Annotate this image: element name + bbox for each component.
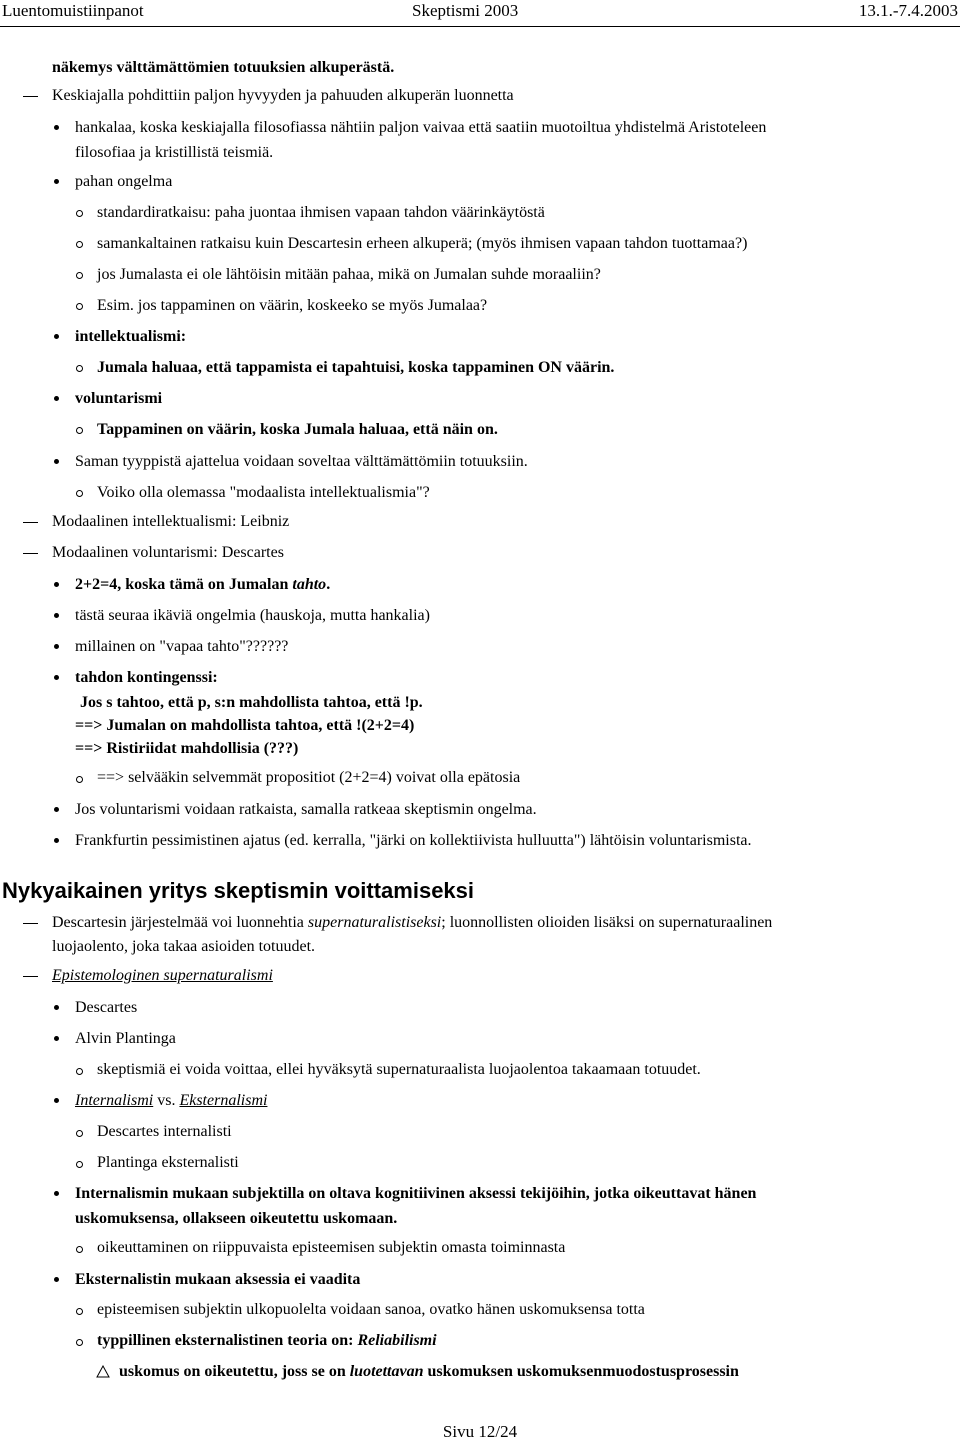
text-line: tästä seuraa ikäviä ongelmia (hauskoja, mutta hankalia) <box>75 607 430 624</box>
bullet-marker <box>54 1005 59 1010</box>
text-line: filosofiaa ja kristillistä teismiä. <box>75 144 274 161</box>
circle-marker <box>76 427 83 434</box>
text-line: Esim. jos tappaminen on väärin, koskeeko se myös Jumalaa? <box>97 297 488 314</box>
bullet-marker <box>54 1277 59 1282</box>
text-line: samankaltainen ratkaisu kuin Descartesin erheen alkuperä; (myös ihmisen vapaan tahdon tuottamaa?) <box>97 235 748 252</box>
text-line: Jos voluntarismi voidaan ratkaista, samalla ratkeaa skeptismin ongelma. <box>75 801 537 818</box>
circle-marker <box>76 365 83 372</box>
text-span: 2+2=4, koska tämä on Jumalan <box>75 576 293 593</box>
text-line: pahan ongelma <box>75 173 173 190</box>
text-line: ==> selvääkin selvemmät propositiot (2+2=4) voivat olla epätosia <box>97 769 521 786</box>
circle-marker <box>76 303 83 310</box>
circle-marker <box>76 1068 83 1075</box>
text-line: Jos s tahtoo, että p, s:n mahdollista tahtoa, että !p. <box>80 694 423 711</box>
dash-marker <box>23 553 38 554</box>
text-line: Descartes internalisti <box>97 1123 232 1140</box>
header-right: 13.1.-7.4.2003 <box>858 1 958 20</box>
text-line: Frankfurtin pessimistinen ajatus (ed. kerralla, "järki on kollektiivista hulluutta") lähtöisin voluntarismista. <box>75 832 752 849</box>
text-span: typpillinen eksternalistinen teoria on: <box>97 1332 358 1349</box>
page-header <box>0 0 960 24</box>
circle-marker <box>76 1308 83 1315</box>
text-line: voluntarismi <box>75 390 163 407</box>
text-line: jos Jumalasta ei ole lähtöisin mitään pahaa, mikä on Jumalan suhde moraaliin? <box>97 266 601 283</box>
text-line: Modaalinen intellektualismi: Leibniz <box>52 513 290 530</box>
text-span: Reliabilismi <box>357 1332 437 1349</box>
text-line: skeptismiä ei voida voittaa, ellei hyväksytä supernaturaalista luojaolentoa takaamaan totuudet. <box>97 1061 701 1078</box>
circle-marker <box>76 1161 83 1168</box>
bullet-marker <box>54 1098 59 1103</box>
dash-marker <box>23 96 38 97</box>
text-line: Jumala haluaa, että tappamista ei tapahtuisi, koska tappaminen ON väärin. <box>97 359 615 376</box>
bullet-marker <box>54 1191 59 1196</box>
circle-marker <box>76 241 83 248</box>
text-span: tahto <box>292 576 327 593</box>
text-line: ==> Ristiriidat mahdollisia (???) <box>75 740 299 757</box>
text-line: ==> Jumalan on mahdollista tahtoa, että !(2+2=4) <box>75 717 415 734</box>
text-line: näkemys välttämättömien totuuksien alkuperästä. <box>52 59 395 76</box>
text-line: hankalaa, koska keskiajalla filosofiassa nähtiin paljon vaivaa että saatiin muotoiltua yhdistelmä Aristoteleen <box>75 119 767 136</box>
dash-marker <box>23 522 38 523</box>
text-line: Voiko olla olemassa "modaalista intellektualismia"? <box>97 484 430 501</box>
bullet-marker <box>54 644 59 649</box>
text-line <box>52 913 772 933</box>
dash-marker <box>23 976 38 977</box>
text-span: Eksternalismi <box>179 1092 268 1109</box>
text-span: Internalismi <box>75 1092 154 1109</box>
header-rule <box>0 26 960 27</box>
text-line <box>97 1331 437 1351</box>
bullet-marker <box>54 582 59 587</box>
text-line: Saman tyyppistä ajattelua voidaan soveltaa välttämättömiin totuuksiin. <box>75 453 528 470</box>
bullet-marker <box>54 838 59 843</box>
text-line: Internalismin mukaan subjektilla on oltava kognitiivinen aksessi tekijöihin, jotka oikeuttavat hänen <box>75 1185 757 1202</box>
text-line: episteemisen subjektin ulkopuolelta voidaan sanoa, ovatko hänen uskomuksensa totta <box>97 1301 645 1318</box>
text-line: tahdon kontingenssi: <box>75 669 218 686</box>
text-span: luotettavan <box>349 1363 424 1380</box>
page-number: Sivu 12/24 <box>442 1422 518 1441</box>
text-span: ; luonnollisten olioiden lisäksi on supernaturaalinen <box>441 914 773 931</box>
bullet-marker <box>54 613 59 618</box>
text-span: uskomus on oikeutettu, joss se on <box>119 1363 350 1380</box>
text-line: luojaolento, joka takaa asioiden totuudet. <box>52 938 316 955</box>
section-heading: Nykyaikainen yritys skeptismin voittamiseksi <box>2 878 475 903</box>
text-line: Epistemologinen supernaturalismi <box>52 967 273 984</box>
text-line: Keskiajalla pohdittiin paljon hyvyyden ja pahuuden alkuperän luonnetta <box>52 87 514 104</box>
text-line: uskomuksensa, ollakseen oikeutettu uskomaan. <box>75 1210 398 1227</box>
text-span: uskomuksen uskomuksenmuodostusprosessin <box>423 1363 739 1380</box>
bullet-marker <box>54 125 59 130</box>
text-line: standardiratkaisu: paha juontaa ihmisen vapaan tahdon väärinkäytöstä <box>97 204 545 221</box>
text-span: . <box>326 576 331 593</box>
text-line: millainen on "vapaa tahto"?????? <box>75 638 289 655</box>
circle-marker <box>76 1130 83 1137</box>
text-line: Modaalinen voluntarismi: Descartes <box>52 544 284 561</box>
text-line <box>75 1091 267 1111</box>
circle-marker <box>76 210 83 217</box>
triangle-marker <box>96 1365 110 1379</box>
text-line: oikeuttaminen on riippuvaista episteemisen subjektin omasta toiminnasta <box>97 1239 566 1256</box>
text-line: intellektualismi: <box>75 328 187 345</box>
circle-marker <box>76 1339 83 1346</box>
circle-marker <box>76 1246 83 1253</box>
circle-marker <box>76 490 83 497</box>
header-left: Luentomuistiinpanot <box>2 1 144 20</box>
circle-marker <box>76 272 83 279</box>
header-center: Skeptismi 2003 <box>412 1 519 20</box>
text-line: Descartes <box>75 999 138 1016</box>
text-span: Descartesin järjestelmää voi luonnehtia <box>52 914 308 931</box>
bullet-marker <box>54 334 59 339</box>
text-line: Alvin Plantinga <box>75 1030 176 1047</box>
text-line: Eksternalistin mukaan aksessia ei vaadita <box>75 1271 361 1288</box>
text-line <box>119 1362 739 1382</box>
text-line <box>75 575 330 595</box>
bullet-marker <box>54 179 59 184</box>
circle-marker <box>76 776 83 783</box>
bullet-marker <box>54 396 59 401</box>
text-line: Tappaminen on väärin, koska Jumala haluaa, että näin on. <box>97 421 498 438</box>
dash-marker <box>23 923 38 924</box>
text-span: vs. <box>153 1092 180 1109</box>
bullet-marker <box>54 1036 59 1041</box>
bullet-marker <box>54 459 59 464</box>
bullet-marker <box>54 807 59 812</box>
text-line: Plantinga eksternalisti <box>97 1154 239 1171</box>
bullet-marker <box>54 675 59 680</box>
text-span: supernaturalistiseksi <box>307 914 442 931</box>
